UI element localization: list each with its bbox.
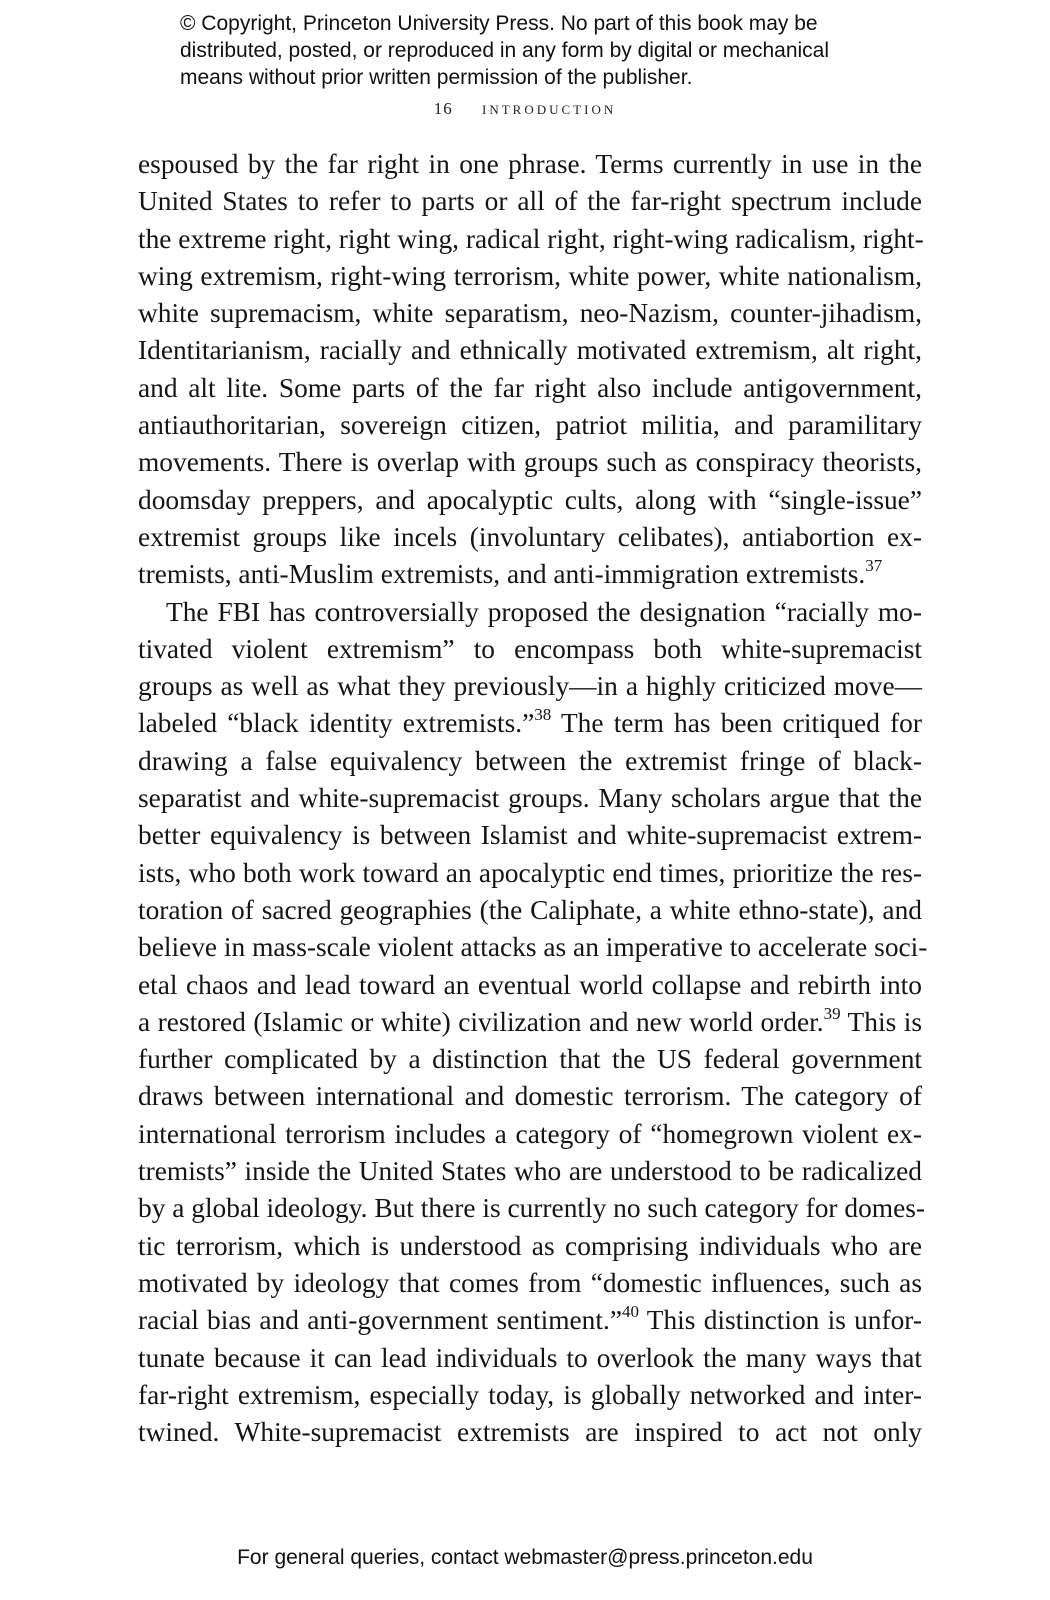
text-line: further complicated by a distinction that the US federal government <box>138 1044 922 1075</box>
text-line <box>138 1004 922 1041</box>
text-line: antiauthoritarian, sovereign citizen, patriot militia, and paramilitary <box>138 410 922 441</box>
copyright-line-3: means without prior written permission of the publisher. <box>180 66 693 89</box>
copyright-notice <box>180 10 900 91</box>
text-line: groups as well as what they previously—in a highly criticized move— <box>138 671 922 702</box>
text-line: believe in mass-scale violent attacks as an imperative to accelerate soci- <box>138 932 928 963</box>
text-line-content: tremists, anti-Muslim extremists, and anti-immigration extremists. <box>138 559 866 590</box>
text-line: movements. There is overlap with groups such as conspiracy theorists, <box>138 447 922 478</box>
text-line: draws between international and domestic terrorism. The category of <box>138 1081 922 1112</box>
footnote-ref: 39 <box>823 1003 841 1023</box>
text-line-content: racial bias and anti-government sentiment.” <box>138 1305 622 1336</box>
text-line: motivated by ideology that comes from “domestic influences, such as <box>138 1267 922 1298</box>
text-line: extremist groups like incels (involuntary celibates), antiabortion ex- <box>138 521 922 552</box>
text-line <box>138 705 922 742</box>
page-number: 16 <box>433 99 453 118</box>
text-line <box>138 1302 922 1339</box>
text-line: Identitarianism, racially and ethnically motivated extremism, alt right, <box>138 335 922 366</box>
text-line: international terrorism includes a category of “homegrown violent ex- <box>138 1118 922 1149</box>
footnote-ref: 38 <box>534 705 552 725</box>
text-line: tivated violent extremism” to encompass both white-supremacist <box>138 633 922 664</box>
text-line: tremists” inside the United States who are understood to be radicalized <box>138 1156 922 1187</box>
text-line: ists, who both work toward an apocalyptic end times, prioritize the res- <box>138 857 922 888</box>
text-line: etal chaos and lead toward an eventual world collapse and rebirth into <box>138 969 922 1000</box>
text-line: wing extremism, right-wing terrorism, white power, white nationalism, <box>138 260 922 291</box>
text-line: and alt lite. Some parts of the far right also include antigovernment, <box>138 372 922 403</box>
text-line: The FBI has controversially proposed the designation “racially mo- <box>166 596 922 627</box>
text-line: far-right extremism, especially today, is globally networked and inter- <box>138 1379 922 1410</box>
text-line: tunate because it can lead individuals to overlook the many ways that <box>138 1342 922 1373</box>
text-line-content: The term has been critiqued for <box>551 708 922 739</box>
footnote-ref: 37 <box>865 556 883 576</box>
text-line-content: a restored (Islamic or white) civilization and new world order. <box>138 1006 824 1037</box>
text-line: white supremacism, white separatism, neo-Nazism, counter-jihadism, <box>138 298 922 329</box>
text-line: separatist and white-supremacist groups. Many scholars argue that the <box>138 783 922 814</box>
text-line-content: labeled “black identity extremists.” <box>138 708 535 739</box>
text-line: by a global ideology. But there is currently no such category for domes- <box>138 1193 926 1224</box>
chapter-title: introduction <box>482 98 617 119</box>
text-line: better equivalency is between Islamist and white-supremacist extrem- <box>138 820 922 851</box>
copyright-line-2: distributed, posted, or reproduced in any form by digital or mechanical <box>180 39 830 62</box>
text-line: doomsday preppers, and apocalyptic cults, along with “single-issue” <box>138 484 922 515</box>
footnote-ref: 40 <box>622 1302 639 1322</box>
text-line: drawing a false equivalency between the extremist fringe of black- <box>138 745 922 776</box>
body-text <box>138 146 928 1451</box>
text-line-content: This distinction is unfor- <box>639 1305 922 1336</box>
text-line: tic terrorism, which is understood as comprising individuals who are <box>138 1230 922 1261</box>
text-line: toration of sacred geographies (the Caliphate, a white ethno-state), and <box>138 894 922 925</box>
footer-contact: For general queries, contact webmaster@press.princeton.edu <box>237 1546 813 1569</box>
text-line: twined. White-supremacist extremists are inspired to act not only <box>138 1417 922 1448</box>
text-line: United States to refer to parts or all of the far-right spectrum include <box>138 186 922 217</box>
text-line: espoused by the far right in one phrase. Terms currently in use in the <box>138 149 922 179</box>
running-head <box>0 98 1050 120</box>
text-line: the extreme right, right wing, radical right, right-wing radicalism, right- <box>138 223 924 254</box>
text-line <box>138 556 922 593</box>
copyright-line-1: © Copyright, Princeton University Press. No part of this book may be <box>180 12 818 35</box>
text-line-content: This is <box>840 1006 922 1037</box>
